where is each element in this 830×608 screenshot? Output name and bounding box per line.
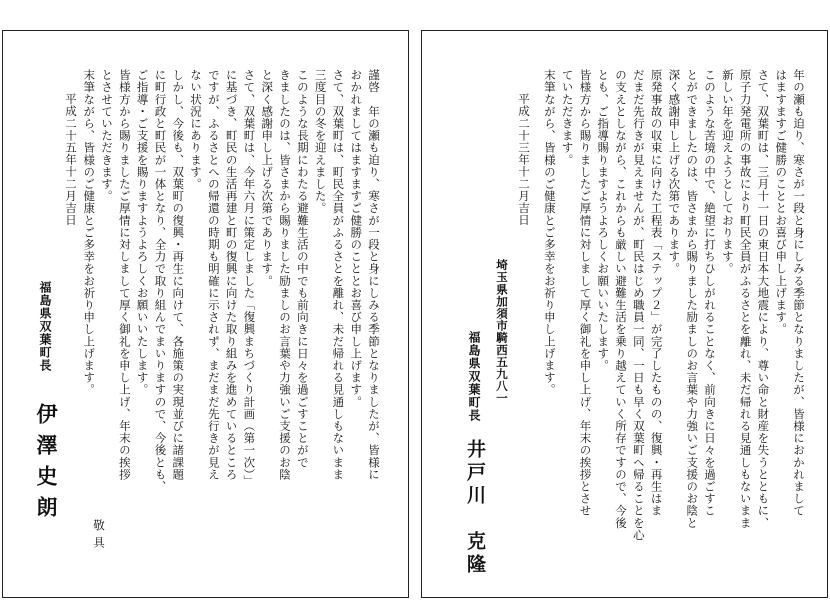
letter-page-right — [421, 30, 828, 598]
sender-address: 埼玉県加須市騎西五九八一 — [495, 259, 509, 405]
letter-date: 平成二十三年十二月吉日 — [517, 93, 531, 227]
letter-page-left — [2, 30, 409, 598]
letter-date: 平成二十五年十二月吉日 — [64, 93, 78, 227]
sender-title: 福島県双葉町長 — [467, 331, 481, 422]
sender-title: 福島県双葉町長 — [38, 281, 52, 372]
sender-name: 伊澤史朗 — [34, 403, 59, 527]
letter-closing: 敬具 — [92, 519, 106, 554]
letter-body: 謹啓 年の瀬も迫り、寒さが一段と身にしみる季節となりましたが、皆様に おかれましてはますますご健勝のこととお喜び申し上げます。 さて、双葉町は、町民全員がふるさとを離れ、未だ帰れる見通しもないまま 三度目の冬を迎えました。 このような長期にわたる避難生活の中でも前向きに日々を過ごすことがで きましたのは、皆さまから賜りました励ましのお言葉や力強いご支援のお陰 と深く感謝申し上げる次第であります。 さて、双葉町は、今年六月に策定しました「復興まちづくり計画（第一次）」 に基づき、町民の生活再建と町の復興に向けた取り組みを進めているところ ですが、ふるさとへの帰還の時期も明確に示されず、まだまだ先行きが見え ない状況にあります。 しかし、今後も、双葉町の復興・再生に向けて、各施策の実現並びに諸課題 に町行政と町民が一体となり、全力で取り組んでまいりますので、今後とも、 ご指導・ご支援を賜りますようよろしくお願いいたします。 皆様方から賜りましたご厚情に対しまして厚く御礼を申し上げ、年末の挨拶 とさせていただきます。 末筆ながら、皆様のご健康とご多幸をお祈り申し上げます。 — [82, 69, 381, 493]
sender-name: 井戸川 克隆 — [464, 439, 486, 577]
letter-body: 年の瀬も迫り、寒さが一段と身にしみる季節となりましたが、皆様におかれまして はますますご健勝のこととお喜び申し上げます。 さて、双葉町は、三月十一日の東日本大地震により、尊い命と財産を失うとともに、 原子力発電所の事故により町民全員がふるさとを離れ、未だ帰れる見通しもないまま 新しい年を迎えようとしております。 このような苦境の中で、絶望に打ちひしがれることなく、前向きに日々を過ごすこ とができましたのは、皆さまから賜りました励ましのお言葉や力強いご支援のお陰と 深く感謝申し上げる次第であります。 原発事故の収束に向けた工程表「ステップ２」が完了したものの、復興・再生はま だまだ先行きが見えませんが、町民はじめ職員一同、一日も早く双葉町へ帰ることを心 の支えとしながら、これからも厳しい避難生活を乗り越えていく所存ですので、今後 とも、ご指導賜りますようよろしくお願いいたします。 皆様方から賜りましたご厚情に対しまして厚く御礼を申し上げ、年末の挨拶とさせ ていただきます。 末筆ながら、皆様のご健康とご多幸をお祈り申し上げます。 — [542, 69, 806, 541]
